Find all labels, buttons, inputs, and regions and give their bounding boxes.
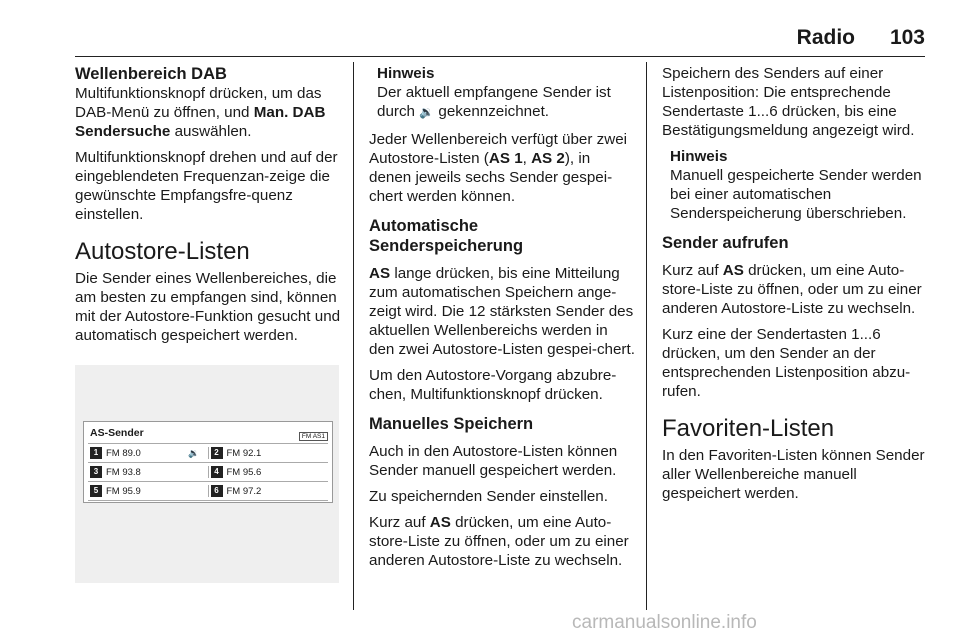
preset-5: 5 FM 95.9 [88, 485, 208, 497]
screen-title: AS-Sender [90, 427, 144, 439]
para-tune-station: Zu speichernden Sender einstellen. [369, 488, 608, 505]
para-preset-keys: Kurz eine der Sendertasten 1...6 drücken, um den Sender an der entsprechenden Listenposition abzu-rufen. [662, 326, 911, 400]
watermark: carmanualsonline.info [572, 612, 757, 633]
heading-call-station: Sender aufrufen [662, 234, 789, 252]
preset-row [88, 481, 328, 501]
preset-2: 2 FM 92.1 [208, 447, 329, 459]
para-frequency: Multifunktionsknopf drehen und auf der eingeblendeten Frequenzan-zeige die gewünschte Empfangsfre-quenz einstellen. [75, 149, 338, 223]
preset-row [88, 443, 328, 462]
heading-automatic-storage: Automatische Senderspeicherung [369, 217, 524, 255]
para-cancel-autostore: Um den Autostore-Vorgang abzubre-chen, Multifunktionsknopf drücken. [369, 367, 617, 403]
para-as-long-press: AS lange drücken, bis eine Mitteilung zum automatischen Speichern ange-zeigt wird. Die 12 stärksten Sender des aktuellen Wellenbereichs werden in den zwei Autostore-Listen gespei-chert. [369, 265, 635, 358]
preset-3: 3 FM 93.8 [88, 466, 208, 478]
para-manual-storage: Auch in den Autostore-Listen können Sender manuell gespeichert werden. [369, 443, 618, 479]
column-divider-1 [353, 62, 354, 610]
header-rule [75, 56, 925, 57]
speaker-icon: 🔉 [419, 105, 435, 119]
preset-4: 4 FM 95.6 [208, 466, 329, 478]
speaker-icon: 🔉 [188, 447, 200, 458]
column-1 [75, 64, 343, 352]
heading-favorites: Favoriten-Listen [662, 415, 835, 442]
as-screen-illustration [75, 365, 339, 583]
heading-manual-storage: Manuelles Speichern [369, 415, 534, 433]
para-favorites: In den Favoriten-Listen können Sender aller Wellenbereiche manuell gespeichert werden. [662, 447, 925, 502]
page-header [75, 26, 925, 54]
heading-autostore: Autostore-Listen [75, 238, 250, 265]
page-number: 103 [889, 26, 925, 49]
section-title: Radio [796, 26, 855, 49]
preset-6: 6 FM 97.2 [208, 485, 329, 497]
para-dab-menu: Multifunktionsknopf drücken, um das DAB-Menü zu öffnen, und Man. DAB Sendersuche auswählen. [75, 85, 326, 140]
heading-dab: Wellenbereich DAB [75, 65, 227, 83]
as-screen [83, 421, 333, 503]
para-autostore-lists: Jeder Wellenbereich verfügt über zwei Autostore-Listen (AS 1, AS 2), in denen jeweils sechs Sender gespei-chert werden können. [369, 131, 628, 205]
para-open-autostore: Kurz auf AS drücken, um eine Auto-store-Liste zu öffnen, oder um zu einer anderen Autostore-Liste zu wechseln. [662, 262, 922, 317]
column-2 [369, 64, 635, 577]
preset-1: 1 FM 89.0 🔉 [88, 447, 208, 459]
column-3 [662, 64, 926, 510]
preset-row [88, 462, 328, 481]
para-short-press-as: Kurz auf AS drücken, um eine Auto-store-Liste zu öffnen, oder um zu einer anderen Autostore-Liste zu wechseln. [369, 514, 629, 569]
note-overwrite: Hinweis Manuell gespeicherte Sender werden bei einer automatischen Senderspeicherung überschrieben. [670, 148, 922, 222]
para-autostore: Die Sender eines Wellenbereiches, die am besten zu empfangen sind, können mit der Autostore-Funktion gesucht und automatisch gespeichert werden. [75, 270, 341, 344]
column-divider-2 [646, 62, 647, 610]
note-current-station: Hinweis Der aktuell empfangene Sender ist durch 🔉 gekennzeichnet. [377, 65, 611, 120]
para-store-position: Speichern des Senders auf einer Listenposition: Die entsprechende Sendertaste 1...6 drücken, bis eine Bestätigungsmeldung angezeigt wird. [662, 65, 915, 139]
band-label: FM AS1 [299, 432, 328, 441]
preset-grid [88, 443, 328, 501]
